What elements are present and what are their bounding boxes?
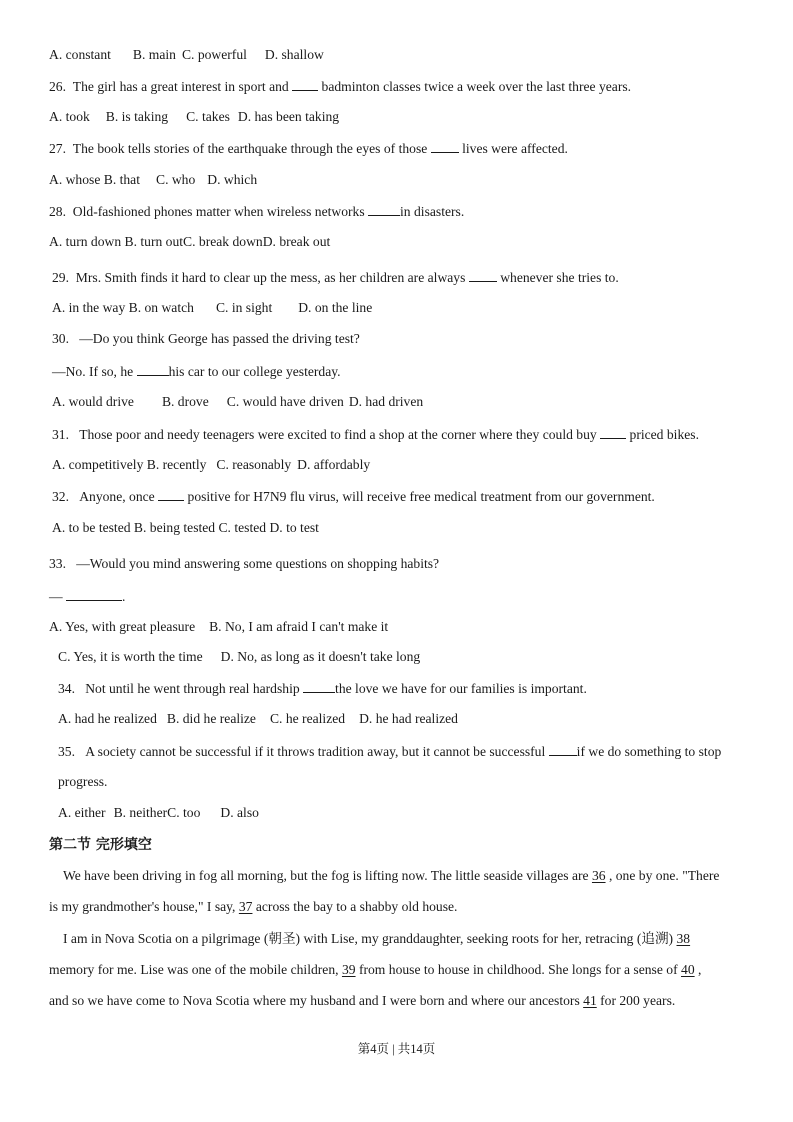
answer-blank: [292, 77, 318, 91]
passage-text: , one by one. "There: [608, 868, 720, 883]
options-32: [52, 519, 319, 537]
options-35: [58, 804, 259, 822]
section-heading: 第二节 完形填空: [49, 837, 152, 853]
question-text-post: priced bikes.: [629, 427, 699, 442]
options-25: [49, 46, 324, 64]
option-c: C. takes: [186, 109, 230, 124]
options-29: [52, 299, 372, 317]
answer-blank: [66, 587, 122, 601]
blank-number-38: 38: [676, 931, 691, 946]
option-ab: A. whose B. that: [49, 172, 140, 187]
dash: —: [49, 589, 63, 604]
page-footer: 第4页 | 共14页: [357, 1042, 436, 1056]
question-text-pre: Anyone, once: [79, 489, 155, 504]
option-d: D. on the line: [298, 300, 373, 315]
option-b: B. No, I am afraid I can't make it: [209, 619, 389, 634]
answer-blank: [431, 139, 459, 153]
blank-number-39: 39: [341, 962, 356, 977]
question-text-post: whenever she tries to.: [500, 270, 619, 285]
option-c: C. powerful: [181, 47, 247, 62]
passage-text: We have been driving in fog all morning, but the fog is lifting now. The little seaside villages are: [63, 868, 589, 883]
option-a: A. constant: [49, 47, 111, 62]
passage-line-4: [49, 961, 701, 979]
question-text-pre: The girl has a great interest in sport and: [72, 79, 289, 94]
passage-line-2: [49, 898, 457, 916]
question-text-post: if we do something to stop: [576, 744, 722, 759]
option-d: D. has been taking: [237, 109, 340, 124]
question-30: [52, 330, 360, 348]
answer-blank: [600, 425, 626, 439]
question-34: [58, 679, 587, 698]
option-a: A. either: [58, 805, 106, 820]
question-text: —Would you mind answering some questions on shopping habits?: [76, 556, 440, 571]
question-35: [58, 742, 721, 761]
question-33-reply: [49, 587, 125, 606]
question-number: 32.: [52, 489, 69, 504]
question-33: [49, 555, 439, 573]
blank-number-37: 37: [238, 899, 253, 914]
options-28: [49, 233, 330, 251]
options-26: [49, 108, 339, 126]
options-30: [52, 393, 423, 411]
question-text-post: positive for H7N9 flu virus, will receive free medical treatment from our government.: [187, 489, 655, 504]
passage-text: I am in Nova Scotia on a pilgrimage (朝圣) with Lise, my granddaughter, seeking roots for her, retracing (追溯): [63, 931, 674, 946]
option-a: A. Yes, with great pleasure: [49, 619, 196, 634]
passage-text: for 200 years.: [600, 993, 676, 1008]
passage-text: ,: [698, 962, 702, 977]
option-c: C. Yes, it is worth the time: [58, 649, 203, 664]
question-text-pre: —No. If so, he: [52, 364, 134, 379]
passage-text: across the bay to a shabby old house.: [255, 899, 458, 914]
option-d: D. shallow: [264, 47, 324, 62]
question-number: 29.: [52, 270, 69, 285]
question-text-pre: Old-fashioned phones matter when wireless networks: [72, 204, 365, 219]
question-text-pre: The book tells stories of the earthquake through the eyes of those: [72, 141, 428, 156]
question-text-post: badminton classes twice a week over the last three years.: [321, 79, 632, 94]
options-31: [52, 456, 370, 474]
option-d: D. which: [207, 172, 258, 187]
blank-number-41: 41: [583, 993, 597, 1008]
option-a: A. took: [49, 109, 90, 124]
question-32: [52, 487, 655, 506]
options-text: A. turn down B. turn outC. break downD. break out: [49, 234, 331, 249]
question-text: —Do you think George has passed the driving test?: [79, 331, 360, 346]
option-c: C. he realized: [269, 711, 346, 726]
question-text-post: his car to our college yesterday.: [168, 364, 341, 379]
question-text-pre: A society cannot be successful if it throws tradition away, but it cannot be successful: [85, 744, 546, 759]
option-b: B. did he realize: [166, 711, 256, 726]
question-number: 34.: [58, 681, 75, 696]
option-a: A. would drive: [52, 394, 134, 409]
option-d: D. No, as long as it doesn't take long: [220, 649, 421, 664]
passage-line-5: [49, 992, 675, 1010]
option-d: D. also: [220, 805, 259, 820]
answer-blank: [469, 268, 497, 282]
options-34: [58, 710, 458, 728]
question-text-post: lives were affected.: [462, 141, 568, 156]
question-number: 28.: [49, 204, 66, 219]
option-ab: A. in the way B. on watch: [52, 300, 194, 315]
options-33-row1: [49, 618, 388, 636]
passage-line-1: [63, 867, 719, 885]
question-31: [52, 425, 699, 444]
option-c: C. in sight: [215, 300, 273, 315]
option-b: B. is taking: [105, 109, 169, 124]
passage-text: from house to house in childhood. She longs for a sense of: [358, 962, 678, 977]
passage-text: is my grandmother's house," I say,: [49, 899, 236, 914]
question-29: [52, 268, 619, 287]
option-d: D. he had realized: [359, 711, 458, 726]
question-text-pre: Not until he went through real hardship: [85, 681, 300, 696]
question-28: [49, 202, 464, 221]
answer-blank: [137, 362, 169, 376]
option-a: A. had he realized: [58, 711, 157, 726]
question-27: [49, 139, 568, 158]
option-c: C. would have driven: [226, 394, 344, 409]
question-text-pre: Those poor and needy teenagers were excited to find a shop at the corner where they could buy: [79, 427, 597, 442]
blank-number-40: 40: [681, 962, 695, 977]
question-30-reply: [52, 362, 341, 381]
answer-blank: [368, 202, 400, 216]
question-number: 33.: [49, 556, 66, 571]
option-d: D. had driven: [348, 394, 424, 409]
passage-text: memory for me. Lise was one of the mobile children,: [49, 962, 339, 977]
answer-blank: [158, 487, 184, 501]
question-number: 26.: [49, 79, 66, 94]
option-c: C. who: [156, 172, 196, 187]
option-c: C. reasonably: [216, 457, 292, 472]
question-number: 35.: [58, 744, 75, 759]
option-b: B. main: [132, 47, 176, 62]
passage-line-3: [63, 930, 690, 948]
option-bc: B. neitherC. too: [113, 805, 201, 820]
question-text-pre: Mrs. Smith finds it hard to clear up the mess, as her children are always: [75, 270, 466, 285]
question-number: 31.: [52, 427, 69, 442]
blank-number-36: 36: [591, 868, 606, 883]
question-text-post: the love we have for our families is important.: [335, 681, 587, 696]
options-33-row2: [58, 648, 420, 666]
question-text: progress.: [58, 774, 108, 789]
question-number: 30.: [52, 331, 69, 346]
option-ab: A. competitively B. recently: [52, 457, 207, 472]
passage-text: and so we have come to Nova Scotia where my husband and I were born and where our ancestors: [49, 993, 580, 1008]
question-text-post: in disasters.: [400, 204, 465, 219]
answer-blank: [303, 679, 335, 693]
options-text: A. to be tested B. being tested C. tested D. to test: [52, 520, 319, 535]
option-d: D. affordably: [297, 457, 371, 472]
question-35-cont: [58, 773, 107, 791]
answer-blank: [549, 742, 577, 756]
question-26: [49, 77, 631, 96]
options-27: [49, 171, 257, 189]
question-number: 27.: [49, 141, 66, 156]
period: .: [122, 589, 126, 604]
option-b: B. drove: [161, 394, 209, 409]
